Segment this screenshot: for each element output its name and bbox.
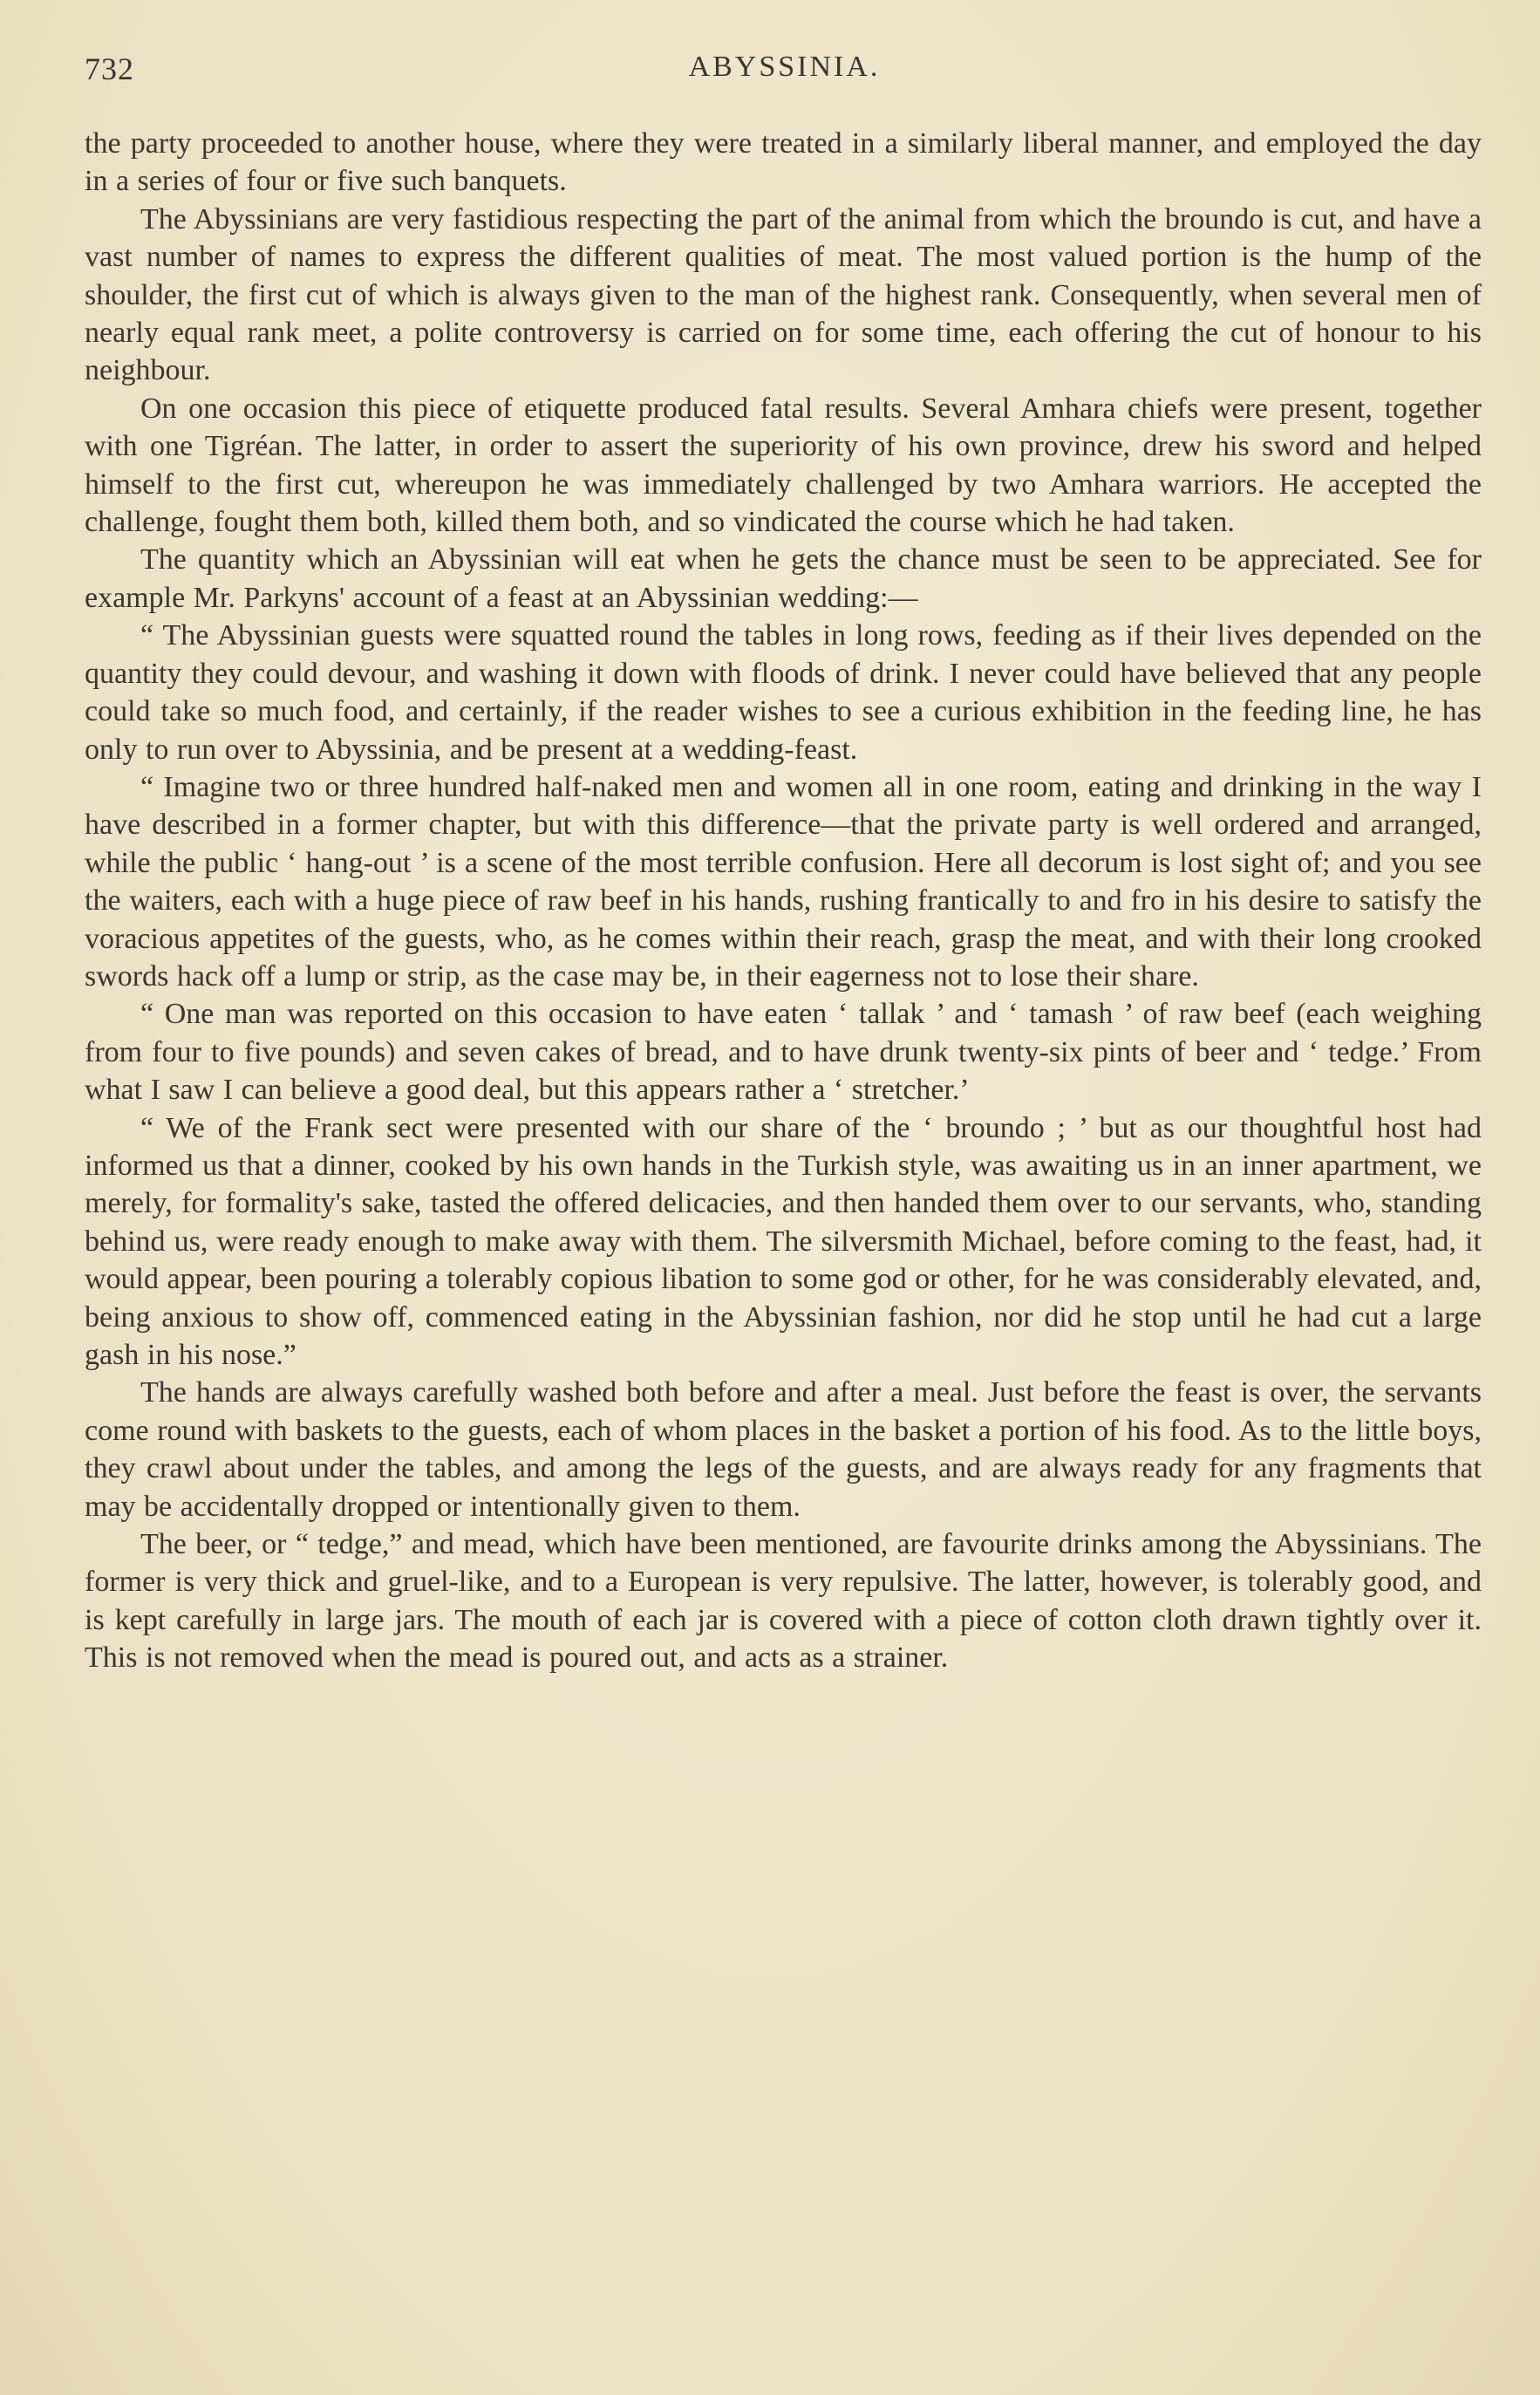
quoted-paragraph: “ The Abyssinian guests were squatted round the tables in long rows, feeding as if their lives depended on the quantity they could devour, and washing it down with floods of drink. I never could have believed that any people could take so much food, and certainly, if the reader wishes to see a curious exhibition in the feeding line, he has only to run over to Abyssinia, and be present at a wedding-feast. [85, 619, 1482, 766]
paragraph: The quantity which an Abyssinian will eat when he gets the chance must be seen to be appreciated. See for example Mr. Parkyns' account of a feast at an Abyssinian wedding:— [85, 543, 1482, 614]
quoted-paragraph: “ One man was reported on this occasion to have eaten ‘ tallak ’ and ‘ tamash ’ of raw beef (each weighing from four to five pounds) and seven cakes of bread, and to have drunk twenty-six pints of beer and ‘ tedge.’ From what I saw I can believe a good deal, but this appears rather a ‘ stretcher.’ [85, 998, 1482, 1107]
running-title: ABYSSINIA. [688, 51, 881, 83]
running-head [85, 51, 1484, 94]
body-text [85, 125, 1482, 1677]
quoted-paragraph: “ We of the Frank sect were presented with our share of the ‘ broundo ; ’ but as our thoughtful host had informed us that a dinner, cooked by his own hands in the Turkish style, was awaiting us in an inner apartment, we merely, for formality's sake, tasted the offered delicacies, and then handed them over to our servants, who, standing behind us, were ready enough to make away with them. The silversmith Michael, before coming to the feast, had, it would appear, been pouring a tolerably copious libation to some god or other, for he was considerably elevated, and, being anxious to show off, commenced eating in the Abyssinian fashion, nor did he stop until he had cut a large gash in his nose.” [85, 1111, 1482, 1371]
paragraph: The hands are always carefully washed both before and after a meal. Just before the feast is over, the servants come round with baskets to the guests, each of whom places in the basket a portion of his food. As to the little boys, they crawl about under the tables, and among the legs of the guests, and are always ready for any fragments that may be accidentally dropped or intentionally given to them. [85, 1376, 1482, 1523]
paragraph: The Abyssinians are very fastidious respecting the part of the animal from which the broundo is cut, and have a vast number of names to express the different qualities of meat. The most valued portion is the hump of the shoulder, the first cut of which is always given to the man of the highest rank. Consequently, when several men of nearly equal rank meet, a polite controversy is carried on for some time, each offering the cut of honour to his neighbour. [85, 202, 1482, 387]
paragraph-continued: the party proceeded to another house, where they were treated in a similarly liberal manner, and employed the day in a series of four or five such banquets. [85, 127, 1482, 198]
page-number: 732 [85, 51, 134, 86]
paragraph: The beer, or “ tedge,” and mead, which have been mentioned, are favourite drinks among the Abyssinians. The former is very thick and gruel-like, and to a European is very repulsive. The latter, however, is tolerably good, and is kept carefully in large jars. The mouth of each jar is covered with a piece of cotton cloth drawn tightly over it. This is not removed when the mead is poured out, and acts as a strainer. [85, 1528, 1482, 1675]
quoted-paragraph: “ Imagine two or three hundred half-naked men and women all in one room, eating and drinking in the way I have described in a former chapter, but with this difference—that the private party is well ordered and arranged, while the public ‘ hang-out ’ is a scene of the most terrible confusion. Here all decorum is lost sight of; and you see the waiters, each with a huge piece of raw beef in his hands, rushing frantically to and fro in his desire to satisfy the voracious appetites of the guests, who, as he comes within their reach, grasp the meat, and with their long crooked swords hack off a lump or strip, as the case may be, in their eagerness not to lose their share. [85, 770, 1482, 993]
paragraph: On one occasion this piece of etiquette produced fatal results. Several Amhara chiefs were present, together with one Tigréan. The latter, in order to assert the superiority of his own province, drew his sword and helped himself to the first cut, whereupon he was immediately challenged by two Amhara warriors. He accepted the challenge, fought them both, killed them both, and so vindicated the course which he had taken. [85, 392, 1482, 539]
